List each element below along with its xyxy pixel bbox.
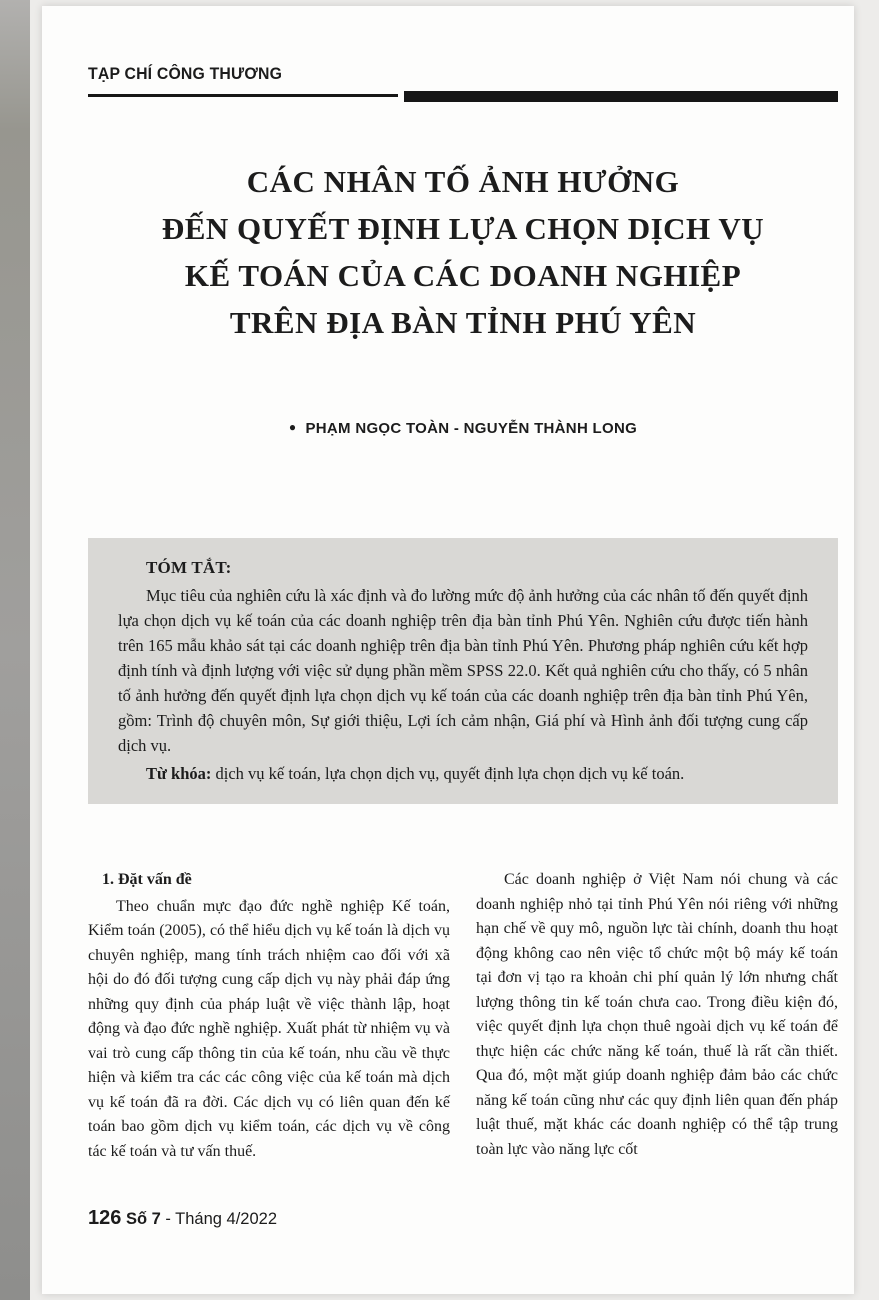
footer-issue: Số 7	[121, 1210, 161, 1228]
body-paragraph-right: Các doanh nghiệp ở Việt Nam nói chung và các doanh nghiệp nhỏ tại tỉnh Phú Yên nói riêng với những hạn chế về quy mô, nguồn lực tài chính, doanh thu hoạt động không cao nên việc tổ chức một bộ máy kế toán tại đơn vị tạo ra khoản chi phí quản lý lớn nhưng chất lượng thông tin kế toán chưa cao. Trong điều kiện đó, việc quyết định lựa chọn thuê ngoài dịch vụ kế toán để thực hiện các chức năng kế toán, thuế là rất cần thiết. Qua đó, một mặt giúp doanh nghiệp đảm bảo các chức năng kế toán cũng như các quy định liên quan đến pháp luật thuế, mặt khác các doanh nghiệp có thể tập trung toàn lực vào năng lực cốt	[476, 871, 838, 1158]
article-body	[88, 868, 838, 1164]
keywords-text: dịch vụ kế toán, lựa chọn dịch vụ, quyết định lựa chọn dịch vụ kế toán.	[211, 764, 685, 783]
header-rule-thick	[404, 91, 838, 102]
keywords-label: Từ khóa:	[146, 764, 212, 783]
page-footer	[88, 1207, 277, 1230]
header-rules	[88, 90, 838, 106]
journal-masthead: TẠP CHÍ CÔNG THƯƠNG	[88, 64, 283, 83]
abstract-box	[88, 538, 838, 804]
authors-line	[88, 420, 838, 437]
journal-page	[42, 6, 854, 1294]
body-column-right	[476, 868, 838, 1164]
section-1-heading: 1. Đặt vấn đề	[102, 871, 192, 888]
title-line-4: TRÊN ĐỊA BÀN TỈNH PHÚ YÊN	[229, 305, 697, 340]
footer-page-number: 126	[88, 1207, 122, 1229]
title-line-1: CÁC NHÂN TỐ ẢNH HƯỞNG	[246, 164, 680, 199]
title-line-2: ĐẾN QUYẾT ĐỊNH LỰA CHỌN DỊCH VỤ	[161, 211, 765, 246]
article-title	[88, 158, 838, 346]
scan-edge-strip	[0, 0, 30, 1300]
abstract-heading: TÓM TẮT:	[146, 558, 232, 577]
title-line-3: KẾ TOÁN CỦA CÁC DOANH NGHIỆP	[184, 258, 742, 293]
keywords-line	[118, 761, 808, 786]
header-rule-thin	[88, 94, 398, 97]
authors-text: PHẠM NGỌC TOÀN - NGUYỄN THÀNH LONG	[305, 420, 638, 437]
body-paragraph-left: Theo chuẩn mực đạo đức nghề nghiệp Kế toán, Kiểm toán (2005), có thể hiểu dịch vụ kế toán là dịch vụ chuyên nghiệp, mang tính trách nhiệm cao đối với xã hội do đó đối tượng cung cấp dịch vụ này phải đáp ứng những quy định của pháp luật về việc thành lập, hoạt động và đạo đức nghề nghiệp. Xuất phát từ nhiệm vụ và vai trò cung cấp thông tin của kế toán, nhu cầu về thực hiện và kiểm tra các các công việc của kế toán mà dịch vụ kế toán đã ra đời. Các dịch vụ có liên quan đến kế toán bao gồm dịch vụ kiểm toán, các dịch vụ về công tác kế toán và tư vấn thuế.	[88, 897, 450, 1160]
body-column-left	[88, 868, 450, 1164]
footer-date: - Tháng 4/2022	[160, 1210, 278, 1228]
bullet-icon: ●	[288, 420, 297, 434]
abstract-body: Mục tiêu của nghiên cứu là xác định và đo lường mức độ ảnh hưởng của các nhân tố đến quyết định lựa chọn dịch vụ kế toán của các doanh nghiệp trên địa bàn tỉnh Phú Yên. Nghiên cứu được tiến hành trên 165 mẫu khảo sát tại các doanh nghiệp trên địa bàn tỉnh Phú Yên. Phương pháp nghiên cứu kết hợp định tính và định lượng với việc sử dụng phần mềm SPSS 22.0. Kết quả nghiên cứu cho thấy, có 5 nhân tố ảnh hưởng đến quyết định lựa chọn dịch vụ kế toán của các doanh nghiệp trên địa bàn tỉnh Phú Yên, gồm: Trình độ chuyên môn, Sự giới thiệu, Lợi ích cảm nhận, Giá phí và Hình ảnh đối tượng cung cấp dịch vụ.	[118, 586, 808, 755]
